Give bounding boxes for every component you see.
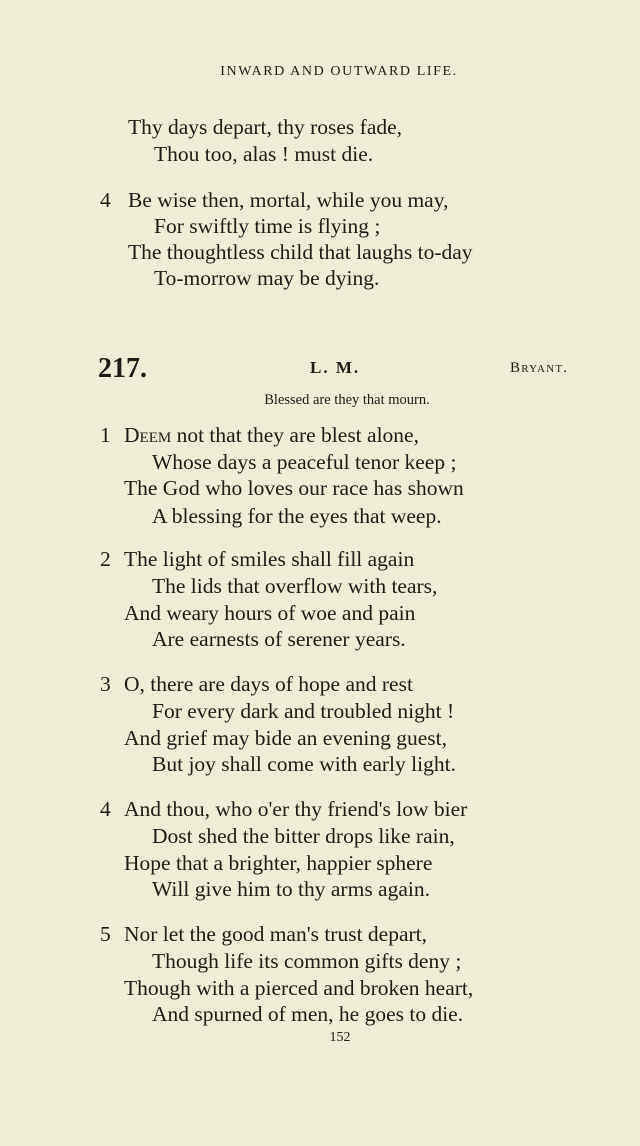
- verse-line: Though life its common gifts deny ;: [152, 949, 462, 973]
- verse-line: Whose days a peaceful tenor keep ;: [152, 450, 457, 474]
- verse-line: Thou too, alas ! must die.: [154, 142, 374, 166]
- verse-line: The God who loves our race has shown: [124, 476, 464, 500]
- verse-line: A blessing for the eyes that weep.: [152, 504, 442, 528]
- verse-line: The light of smiles shall fill again: [124, 547, 415, 571]
- verse-line: For every dark and troubled night !: [152, 699, 455, 723]
- verse-line: Be wise then, mortal, while you may,: [128, 188, 449, 212]
- verse-line: Nor let the good man's trust depart,: [124, 922, 428, 946]
- verse-line: The thoughtless child that laughs to-day: [128, 240, 473, 264]
- page-number: 152: [329, 1030, 351, 1045]
- verse-line: O, there are days of hope and rest: [124, 672, 413, 696]
- verse-line: Though with a pierced and broken heart,: [124, 976, 474, 1000]
- verse-line: For swiftly time is flying ;: [154, 214, 381, 238]
- verse-line: Will give him to thy arms again.: [152, 877, 430, 901]
- verse-line: And grief may bide an evening guest,: [124, 726, 448, 750]
- verse-line: To-morrow may be dying.: [154, 266, 380, 290]
- running-head: INWARD AND OUTWARD LIFE.: [220, 64, 458, 79]
- verse-line: Dost shed the bitter drops like rain,: [152, 824, 455, 848]
- first-word: Deem: [124, 423, 172, 447]
- verse-line: Deem not that they are blest alone,: [124, 423, 419, 447]
- verse-line: Are earnests of serener years.: [152, 627, 406, 651]
- verse-line: And weary hours of woe and pain: [124, 601, 416, 625]
- verse-line: But joy shall come with early light.: [152, 752, 456, 776]
- verse-line: And spurned of men, he goes to die.: [152, 1002, 464, 1026]
- verse-line: And thou, who o'er thy friend's low bier: [124, 797, 468, 821]
- stanza-number: 1: [100, 423, 111, 447]
- verse-line: Hope that a brighter, happier sphere: [124, 851, 433, 875]
- hymn-subtitle: Blessed are they that mourn.: [264, 392, 430, 408]
- stanza-number: 4: [100, 188, 111, 212]
- verse-line: Thy days depart, thy roses fade,: [128, 115, 403, 139]
- hymn-number: 217.: [98, 353, 147, 384]
- stanza-number: 2: [100, 547, 111, 571]
- stanza-number: 3: [100, 672, 111, 696]
- stanza-number: 4: [100, 797, 111, 821]
- verse-line: The lids that overflow with tears,: [152, 574, 438, 598]
- hymn-meter: L. M.: [310, 358, 361, 377]
- stanza-number: 5: [100, 922, 111, 946]
- hymn-author: Bryant.: [510, 360, 569, 376]
